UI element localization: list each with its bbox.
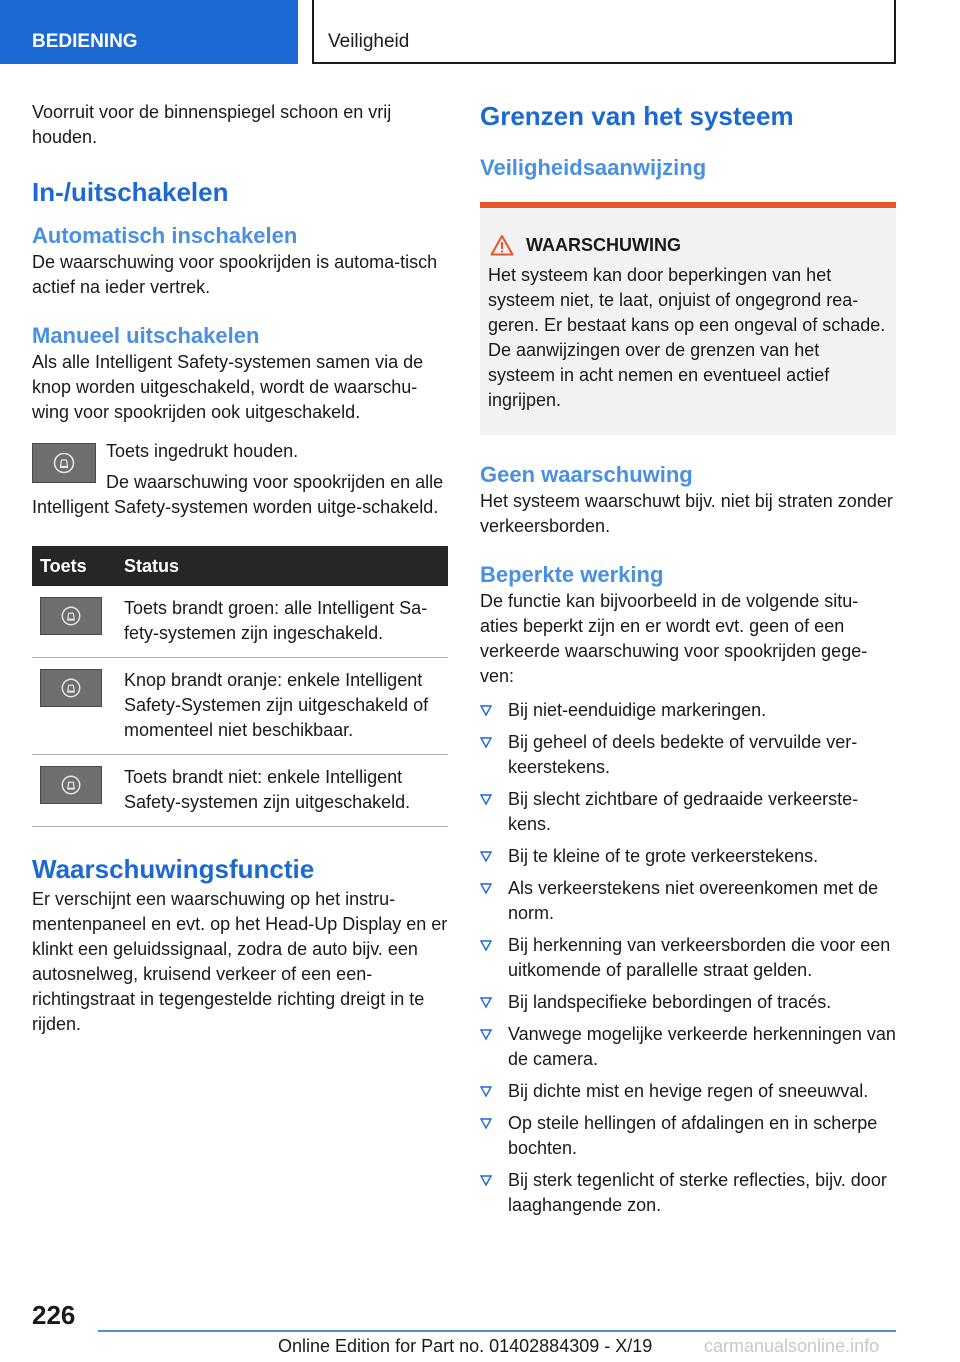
triangle-bullet-icon (480, 1118, 492, 1130)
step-1-text: Toets ingedrukt houden. (106, 441, 299, 461)
list-item: Bij geheel of deels bedekte of vervuilde ver‐keerstekens. (480, 730, 896, 780)
warning-text: Het systeem kan door beperkingen van het systeem niet, te laat, onjuist of ongegrond rea‐geren. Er bestaat kans op een ongeval of schade. De aanwijzingen over de grenzen van het systeem in acht nemen en eventueel actief ingrijpen. (488, 265, 886, 410)
left-column (32, 100, 448, 1037)
intelligent-safety-button-icon (40, 766, 102, 804)
footer-divider (98, 1330, 896, 1332)
triangle-bullet-icon (480, 794, 492, 806)
triangle-bullet-icon (480, 997, 492, 1009)
limitations-list (480, 698, 896, 1218)
triangle-bullet-icon (480, 1029, 492, 1041)
intelligent-safety-button-icon (40, 597, 102, 635)
watermark: carmanualsonline.info (704, 1336, 880, 1356)
heading-veiligheidsaanwijzing: Veiligheidsaanwijzing (480, 155, 707, 180)
step-2-text: De waarschuwing voor spookrijden en alle Intelligent Safety-systemen worden uitge‐schakeld. (32, 472, 444, 517)
table-row (32, 658, 448, 755)
paragraph-geen-waarschuwing: Het systeem waarschuwt bijv. niet bij straten zonder verkeersborden. (480, 491, 893, 536)
step-block (32, 439, 448, 520)
list-item: Vanwege mogelijke verkeerde herkenningen van de camera. (480, 1022, 896, 1072)
paragraph-beperkte-werking: De functie kan bijvoorbeeld in de volgende situ‐aties beperkt zijn en er wordt evt. geen of een verkeerde waarschuwing voor spookrijden gege‐ven: (480, 591, 868, 686)
heading-automatisch-inschakelen: Automatisch inschakelen (32, 223, 298, 248)
heading-in-uitschakelen: In-/uitschakelen (32, 177, 229, 207)
right-column (480, 100, 896, 1225)
list-item: Als verkeerstekens niet overeenkomen met de norm. (480, 876, 896, 926)
heading-manueel-uitschakelen: Manueel uitschakelen (32, 323, 260, 348)
footer-edition: Online Edition for Part no. 01402884309 - X/19 (278, 1336, 653, 1356)
table-row (32, 586, 448, 658)
table-cell-status: Toets brandt groen: alle Intelligent Sa‐fety-systemen zijn ingeschakeld. (124, 586, 448, 658)
paragraph-automatisch: De waarschuwing voor spookrijden is automa‐tisch actief na ieder vertrek. (32, 252, 438, 297)
list-item: Bij dichte mist en hevige regen of sneeuwval. (480, 1079, 896, 1104)
table-header-status: Status (124, 546, 448, 586)
triangle-bullet-icon (480, 737, 492, 749)
table-row (32, 755, 448, 827)
intelligent-safety-button-icon (40, 669, 102, 707)
triangle-bullet-icon (480, 705, 492, 717)
list-item: Bij niet-eenduidige markeringen. (480, 698, 896, 723)
list-item: Bij herkenning van verkeersborden die voor een uitkomende of parallelle straat gelden. (480, 933, 896, 983)
triangle-bullet-icon (480, 851, 492, 863)
page-number: 226 (32, 1300, 76, 1330)
table-header-toets: Toets (32, 546, 124, 586)
warning-title: WAARSCHUWING (526, 235, 681, 255)
header-section-tab: BEDIENING (0, 0, 298, 64)
triangle-bullet-icon (480, 1175, 492, 1187)
list-item: Bij te kleine of te grote verkeerstekens. (480, 844, 896, 869)
intelligent-safety-button-icon (32, 443, 96, 483)
status-table (32, 546, 448, 827)
triangle-bullet-icon (480, 1086, 492, 1098)
intro-paragraph: Voorruit voor de binnenspiegel schoon en vrij houden. (32, 102, 392, 147)
triangle-bullet-icon (480, 940, 492, 952)
paragraph-waarschuwingsfunctie: Er verschijnt een waarschuwing op het instru‐mentenpaneel en evt. op het Head-Up Display en er klinkt een geluidssignaal, zodra de auto bijv. een autosnelweg, kruisend verkeer of een een‐richtingstraat in tegengestelde richting dreigt in te rijden. (32, 889, 448, 1034)
heading-waarschuwingsfunctie: Waarschuwingsfunctie (32, 854, 315, 884)
warning-box (480, 202, 896, 435)
list-item: Bij sterk tegenlicht of sterke reflecties, bijv. door laaghangende zon. (480, 1168, 896, 1218)
list-item: Bij landspecifieke bebordingen of tracés. (480, 990, 896, 1015)
list-item: Op steile hellingen of afdalingen en in scherpe bochten. (480, 1111, 896, 1161)
warning-triangle-icon (490, 234, 514, 256)
heading-grenzen-systeem: Grenzen van het systeem (480, 101, 794, 131)
heading-beperkte-werking: Beperkte werking (480, 562, 664, 587)
triangle-bullet-icon (480, 883, 492, 895)
list-item: Bij slecht zichtbare of gedraaide verkeerste‐kens. (480, 787, 896, 837)
table-cell-status: Knop brandt oranje: enkele Intelligent Safety-Systemen zijn uitgeschakeld of momenteel niet beschikbaar. (124, 658, 448, 755)
table-cell-status: Toets brandt niet: enkele Intelligent Safety-systemen zijn uitgeschakeld. (124, 755, 448, 827)
paragraph-manueel: Als alle Intelligent Safety-systemen samen via de knop worden uitgeschakeld, wordt de waarschu‐wing voor spookrijden ook uitgeschakeld. (32, 352, 424, 422)
header-chapter-title: Veiligheid (312, 0, 896, 64)
heading-geen-waarschuwing: Geen waarschuwing (480, 462, 693, 487)
